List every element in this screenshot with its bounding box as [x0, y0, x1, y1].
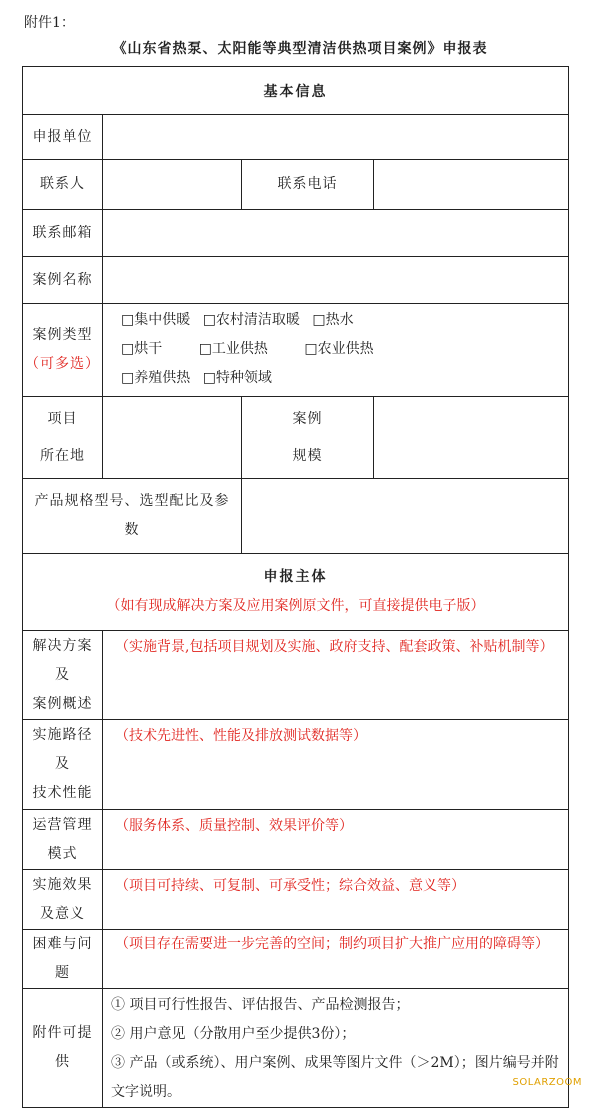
attachment-label: 附件1：	[24, 15, 75, 31]
application-form-table	[22, 66, 569, 1108]
option-agricultural-heating[interactable]: □农业供热	[304, 341, 374, 357]
scale-label	[242, 397, 374, 479]
email-field[interactable]	[103, 210, 569, 257]
form-title: 《山东省热泵、太阳能等典型清洁供热项目案例》申报表	[112, 41, 488, 57]
contact-field[interactable]	[103, 160, 242, 210]
scale-label-line-2: 规模	[292, 447, 323, 464]
solution-label: 解决方案 及 案例概述	[23, 631, 103, 720]
product-spec-field[interactable]	[242, 479, 569, 554]
case-type-row	[121, 306, 560, 335]
applicant-label: 申报单位	[23, 115, 103, 160]
scale-field[interactable]	[374, 397, 569, 479]
main-body-title: 申报主体	[263, 569, 328, 585]
attachment-item: ② 用户意见（分散用户至少提供3份）；	[111, 1026, 356, 1042]
email-label: 联系邮箱	[23, 210, 103, 257]
location-label-line-2: 所在地	[40, 447, 85, 464]
case-name-field[interactable]	[103, 257, 569, 304]
attachment-item: ① 项目可行性报告、评估报告、产品检测报告；	[111, 997, 410, 1013]
case-type-note: （可多选）	[25, 356, 100, 372]
option-breeding-heating[interactable]: □养殖供热	[121, 370, 191, 386]
effect-label: 实施效果 及意义	[23, 870, 103, 930]
location-label	[23, 397, 103, 479]
case-type-label: 案例类型	[32, 327, 93, 343]
main-body-note: （如有现成解决方案及应用案例原文件，可直接提供电子版）	[106, 598, 485, 614]
difficulty-content[interactable]: （项目存在需要进一步完善的空间；制约项目扩大推广应用的障碍等）	[103, 930, 569, 989]
location-label-line-1: 项目	[47, 410, 78, 427]
scale-label-line-1: 案例	[292, 410, 323, 427]
implementation-content[interactable]: （技术先进性、性能及排放测试数据等）	[103, 720, 569, 810]
case-type-row	[121, 364, 560, 393]
difficulty-label: 困难与问 题	[23, 930, 103, 989]
operation-content[interactable]: （服务体系、质量控制、效果评价等）	[103, 810, 569, 870]
case-name-label: 案例名称	[23, 257, 103, 304]
operation-label: 运营管理 模式	[23, 810, 103, 870]
applicant-field[interactable]	[103, 115, 569, 160]
option-rural-heating[interactable]: □农村清洁取暖	[202, 312, 300, 328]
option-special-field[interactable]: □特种领域	[202, 370, 272, 386]
main-body-header	[23, 554, 569, 631]
case-type-row	[121, 335, 560, 364]
product-spec-label: 产品规格型号、选型配比及参数	[23, 479, 242, 554]
solution-content[interactable]: （实施背景,包括项目规划及实施、政府支持、配套政策、补贴机制等）	[103, 631, 569, 720]
attachments-list	[103, 989, 569, 1108]
case-type-label-cell	[23, 304, 103, 397]
option-industrial-heating[interactable]: □工业供热	[198, 341, 268, 357]
location-field[interactable]	[103, 397, 242, 479]
contact-label: 联系人	[23, 160, 103, 210]
option-hot-water[interactable]: □热水	[312, 312, 354, 328]
phone-label: 联系电话	[242, 160, 374, 210]
attachment-item: ③ 产品（或系统）、用户案例、成果等图片文件（＞2M）；图片编号并附文字说明。	[111, 1055, 559, 1100]
implementation-label: 实施路径 及 技术性能	[23, 720, 103, 810]
watermark-logo: SOLARZOOM	[512, 1077, 582, 1088]
phone-field[interactable]	[374, 160, 569, 210]
option-central-heating[interactable]: □集中供暖	[121, 312, 191, 328]
case-type-options	[103, 304, 569, 397]
attachments-label: 附件可提 供	[23, 989, 103, 1108]
effect-content[interactable]: （项目可持续、可复制、可承受性；综合效益、意义等）	[103, 870, 569, 930]
basic-info-header: 基本信息	[23, 67, 569, 115]
option-drying[interactable]: □烘干	[121, 341, 163, 357]
